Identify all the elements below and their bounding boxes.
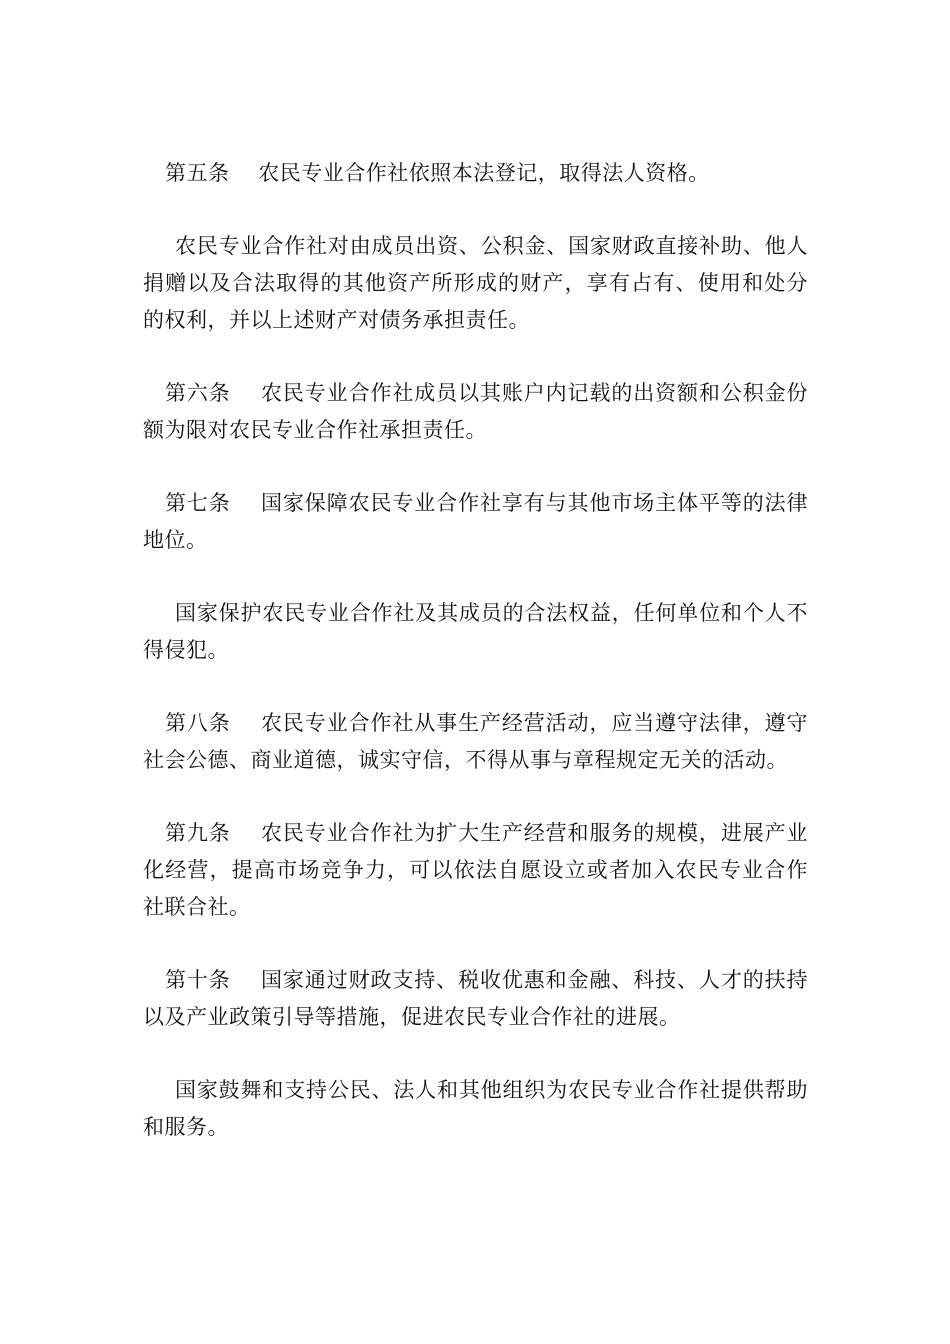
article-text: 农民专业合作社成员以其账户内记载的出资额和公积金份额为限对农民专业合作社承担责任。 — [143, 381, 809, 442]
article-9-paragraph — [143, 815, 808, 926]
article-7-paragraph-2 — [143, 595, 808, 669]
article-text: 农民专业合作社从事生产经营活动，应当遵守法律，遵守社会公德、商业道德，诚实守信，不得从事与章程规定无关的活动。 — [143, 711, 809, 772]
article-number: 第五条 — [165, 161, 230, 185]
article-5-paragraph — [143, 155, 808, 192]
article-text: 国家通过财政支持、税收优惠和金融、科技、人才的扶持以及产业政策引导等措施，促进农民专业合作社的进展。 — [143, 968, 809, 1029]
article-6-paragraph — [143, 375, 808, 449]
article-5-paragraph-2 — [143, 228, 808, 339]
article-number: 第六条 — [165, 381, 231, 405]
article-text: 国家鼓舞和支持公民、法人和其他组织为农民专业合作社提供帮助和服务。 — [143, 1078, 808, 1139]
article-text: 农民专业合作社依照本法登记，取得法人资格。 — [258, 161, 710, 185]
article-number: 第九条 — [165, 821, 231, 845]
article-text: 国家保障农民专业合作社享有与其他市场主体平等的法律地位。 — [143, 491, 809, 552]
document-body — [143, 155, 808, 1182]
article-number: 第十条 — [165, 968, 231, 992]
article-number: 第八条 — [165, 711, 231, 735]
article-10-paragraph — [143, 962, 808, 1036]
article-7-paragraph — [143, 485, 808, 559]
article-text: 农民专业合作社对由成员出资、公积金、国家财政直接补助、他人捐赠以及合法取得的其他资产所形成的财产，享有占有、使用和处分的权利，并以上述财产对债务承担责任。 — [143, 234, 808, 332]
article-text: 国家保护农民专业合作社及其成员的合法权益，任何单位和个人不得侵犯。 — [143, 601, 808, 662]
article-text: 农民专业合作社为扩大生产经营和服务的规模，进展产业化经营，提高市场竞争力，可以依法自愿设立或者加入农民专业合作社联合社。 — [143, 821, 809, 919]
article-10-paragraph-2 — [143, 1072, 808, 1146]
article-8-paragraph — [143, 705, 808, 779]
article-number: 第七条 — [165, 491, 231, 515]
